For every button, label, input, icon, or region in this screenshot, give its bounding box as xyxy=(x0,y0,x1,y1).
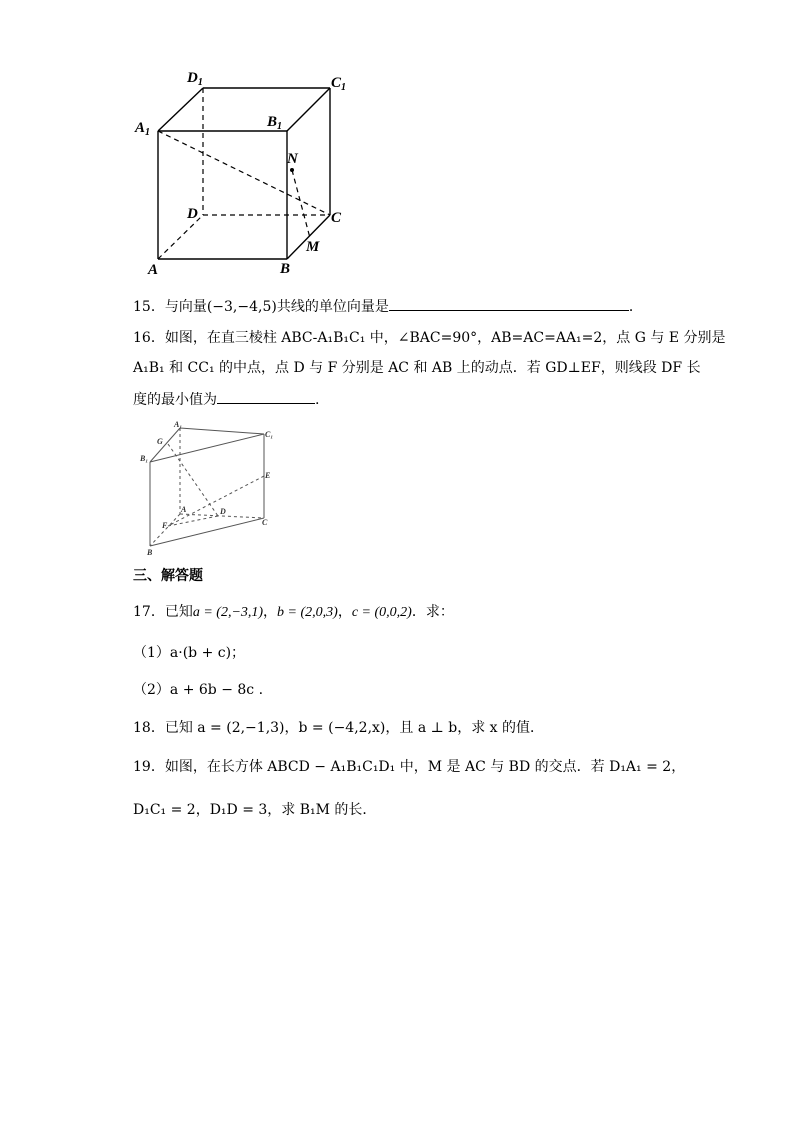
edge-b1-a1 xyxy=(150,428,180,462)
label-c: C xyxy=(262,518,268,527)
label-b1: B₁ xyxy=(140,454,149,463)
q15-vector: (−3,−4,5) xyxy=(206,299,277,315)
q17-vector-a: a = (2,−3,1) xyxy=(192,605,264,620)
section-title: 三、解答题 xyxy=(133,567,203,583)
q17-intro: 17．已知 xyxy=(133,604,193,620)
q16-line-2: A₁B₁ 和 CC₁ 的中点，点 D 与 F 分别是 AC 和 AB 上的动点．若 GD⊥EF，则线段 DF 长 xyxy=(133,360,701,376)
q16-line-1: 16．如图，在直三棱柱 ABC-A₁B₁C₁ 中，∠BAC=90°，AB=AC=AA₁=2，点 G 与 E 分别是 xyxy=(133,330,726,346)
question-15 xyxy=(133,296,643,317)
label-b: B xyxy=(147,548,153,557)
label-g: G xyxy=(157,437,163,446)
q17-sep-1: ， xyxy=(263,604,278,620)
label-d: D xyxy=(220,507,226,516)
label-n: N xyxy=(287,151,298,167)
label-c1: C₁ xyxy=(265,430,274,439)
edge-a-b xyxy=(150,514,180,546)
segment-a1-c xyxy=(158,131,330,215)
label-a: A xyxy=(148,262,159,278)
q19-line-1: 19．如图，在长方体 ABCD − A₁B₁C₁D₁ 中，M 是 AC 与 BD 的交点．若 D₁A₁ = 2， xyxy=(133,759,686,775)
q17-vector-b: b = (2,0,3) xyxy=(277,605,338,620)
question-18: 18．已知 a = (2,−1,3)，b = (−4,2,x)，且 a ⊥ b，求 x 的值． xyxy=(133,720,544,736)
q17-ask: ．求： xyxy=(411,604,454,620)
label-c: C xyxy=(331,210,342,226)
q17-part-2: （2）a + 6b − 8c . xyxy=(133,682,264,698)
q16-text: 度的最小值为 xyxy=(133,392,217,408)
q17-vector-c: c = (0,0,2) xyxy=(351,605,412,620)
label-a1: $A_1$ xyxy=(135,120,151,138)
edge-a1-c1 xyxy=(180,428,264,434)
label-f: F xyxy=(162,521,168,530)
q15-text-before: 15．与向量 xyxy=(133,299,207,315)
segment-e-f xyxy=(168,476,264,526)
q16-answer-blank xyxy=(217,389,315,404)
q15-text-after: 共线的单位向量是 xyxy=(276,299,389,315)
label-b1: $B_1$ xyxy=(267,114,283,132)
label-e: E xyxy=(265,471,271,480)
edge-b1-c1 xyxy=(150,434,264,462)
q16-line-3 xyxy=(133,389,319,410)
q19-line-2: D₁C₁ = 2，D₁D = 3，求 B₁M 的长． xyxy=(133,802,377,818)
label-a1: A₁ xyxy=(174,420,183,429)
edge-a1-d1 xyxy=(158,88,203,131)
segment-d-f xyxy=(168,516,218,526)
label-d: D xyxy=(187,206,198,222)
label-m: M xyxy=(306,239,320,255)
label-d1: $D_1$ xyxy=(187,70,203,88)
q16-end: . xyxy=(315,392,320,408)
label-c1: $C_1$ xyxy=(331,75,347,93)
q17-sep-2: ， xyxy=(337,604,352,620)
segment-g-d xyxy=(168,444,218,516)
prism-figure xyxy=(138,418,286,558)
q15-answer-blank xyxy=(389,296,629,311)
label-a: A xyxy=(181,505,187,514)
cube-figure xyxy=(130,70,360,280)
edge-b1-c1 xyxy=(287,88,330,131)
point-n xyxy=(290,168,294,172)
q17-part-1: （1）a·(b + c)； xyxy=(133,645,246,661)
question-17 xyxy=(133,602,454,623)
label-b: B xyxy=(280,261,291,277)
q15-end: ． xyxy=(628,299,643,315)
